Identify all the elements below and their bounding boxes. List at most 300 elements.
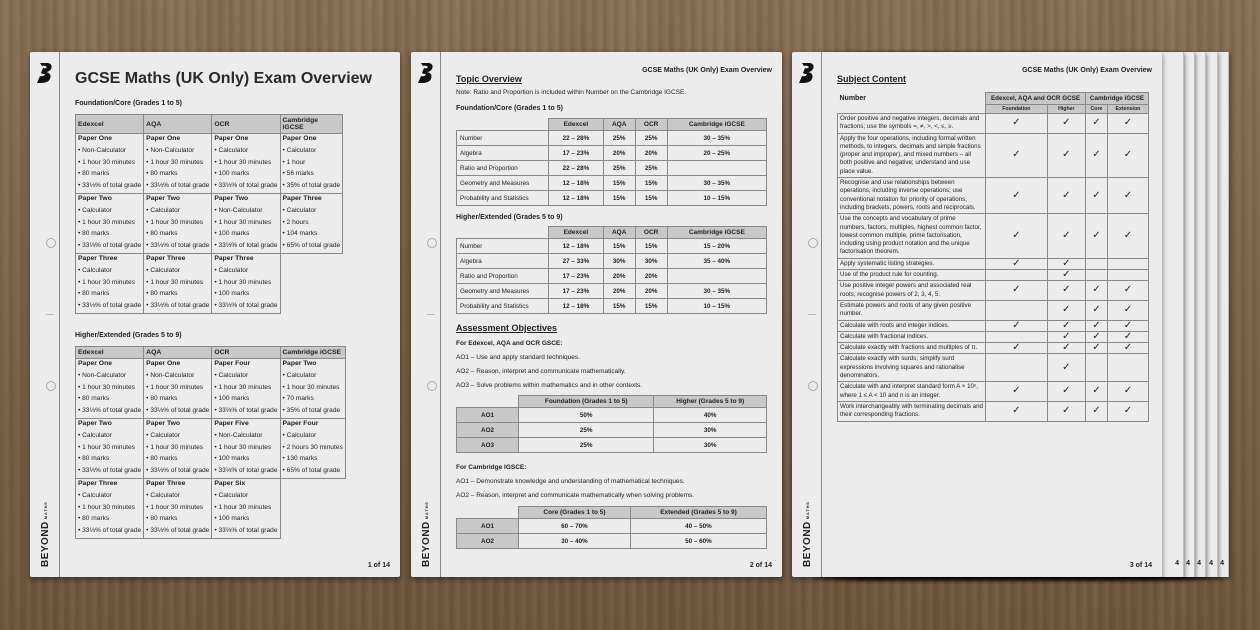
paper-detail: • 1 hour 30 minutes [214,382,277,394]
table-row [457,299,767,314]
fold-mark [46,314,54,315]
paper-detail: • 80 marks [146,513,209,525]
topic-weight: 15% [635,176,667,191]
paper-detail: • Calculator [283,430,343,442]
topic-weight [667,161,766,176]
check-icon: ✓ [1086,401,1108,421]
topic-weight: 15% [603,191,635,206]
blank-header [457,396,519,408]
paper-detail: • 100 marks [214,288,277,300]
paper-detail: • 2 hours [283,217,341,229]
paper-detail: • Calculator [146,205,209,217]
paper-cell [76,194,144,254]
empty-cell [986,270,1048,281]
column-header: Extended (Grades 5 to 9) [630,507,766,519]
paper-detail: • 80 marks [146,393,209,405]
check-icon: ✓ [1047,401,1085,421]
page-margin [792,52,822,577]
ao-weight: 40% [654,408,767,423]
paper-detail: • Non-Calculator [214,430,277,442]
binder-hole [427,238,437,248]
check-icon: ✓ [986,214,1048,258]
paper-detail: • 33⅓% of total grade [146,180,209,192]
column-header: Cambridge iGCSE [667,227,766,239]
blank-header [457,507,519,519]
brand-name: BEYOND [421,521,432,567]
paper-name: Paper Three [78,255,118,262]
paper-detail: • 33⅓% of total grade [214,240,277,252]
paper-cell [280,134,343,194]
check-icon: ✓ [1107,214,1148,258]
topic-weight: 12 – 18% [549,191,604,206]
paper-detail: • Calculator [283,145,341,157]
table-row [457,534,767,549]
topic-weight: 15% [603,299,635,314]
higher-heading: Higher/Extended (Grades 5 to 9) [456,214,563,221]
note-text: Note: Ratio and Proportion is included within Number on the Cambridge IGCSE. [456,89,687,96]
paper-detail: • 104 marks [283,228,341,240]
column-header: Cambridge iGCSE [280,115,343,134]
topic-weight [667,269,766,284]
table-row [457,438,767,453]
topic-weight: 22 – 28% [549,131,604,146]
paper-name: Paper One [146,135,181,142]
paper-detail: • 2 hours 30 minutes [283,442,343,454]
column-header: Cambridge iGCSE [280,347,345,359]
check-icon: ✓ [986,401,1048,421]
paper-cell [76,479,144,539]
topic-weight: 17 – 23% [549,146,604,161]
higher-heading: Higher/Extended (Grades 5 to 9) [75,332,182,339]
check-icon: ✓ [986,281,1048,301]
page-number-fragment: 4 [1175,560,1179,567]
ao-weight: 30% [654,423,767,438]
paper-name: Paper One [78,135,112,142]
column-header: OCR [635,119,667,131]
check-icon: ✓ [1086,382,1108,402]
check-icon: ✓ [1086,343,1108,354]
topic-weight: 22 – 28% [549,161,604,176]
paper-detail: • Calculator [214,490,277,502]
column-header: Edexcel [76,115,144,134]
check-icon: ✓ [1107,281,1148,301]
topic-label: Probability and Statistics [457,299,549,314]
topic-weight: 27 – 33% [549,254,604,269]
page-2 [411,52,782,577]
content-statement: Order positive and negative integers, decimals and fractions; use the symbols =, ≠, >, <, ≤, ≥. [838,114,986,134]
paper-detail: • 100 marks [214,513,277,525]
check-icon: ✓ [1107,178,1148,214]
topic-label: Number [457,131,549,146]
paper-detail: • Calculator [78,490,141,502]
topic-weight: 15% [603,176,635,191]
subject-content-title: Subject Content [837,74,906,84]
empty-cell [1086,354,1108,382]
check-icon: ✓ [1047,320,1085,331]
paper-detail: • 33⅓% of total grade [214,180,277,192]
table-row [838,178,1149,214]
paper-detail: • 1 hour 30 minutes [78,277,141,289]
topic-weight: 15% [603,239,635,254]
topic-weight: 17 – 23% [549,269,604,284]
paper-detail: • 80 marks [78,513,141,525]
binder-hole [808,381,818,391]
table-row [838,281,1149,301]
ao-line: AO1 – Use and apply standard techniques. [456,354,580,361]
paper-name: Paper Three [282,195,322,202]
binder-hole [808,238,818,248]
check-icon: ✓ [1047,178,1085,214]
table-row [457,519,767,534]
table-row [76,479,346,539]
topic-weight: 12 – 18% [549,299,604,314]
paper-cell [76,254,144,314]
higher-topic-table [456,226,767,314]
paper-detail: • 33⅓% of total grade [78,300,141,312]
topic-weight: 15% [635,299,667,314]
paper-name: Paper Three [146,255,186,262]
gcse-ao-heading: For Edexcel, AQA and OCR GSCE: [456,340,563,347]
paper-name: Paper Five [214,420,249,427]
blank-header [457,119,549,131]
check-icon: ✓ [1086,114,1108,134]
topic-weight: 30 – 35% [667,284,766,299]
column-header: Edexcel [549,119,604,131]
paper-detail: • 1 hour 30 minutes [78,157,141,169]
check-icon: ✓ [986,133,1048,177]
binder-hole [46,381,56,391]
topic-weight: 30 – 35% [667,131,766,146]
check-icon: ✓ [1047,354,1085,382]
paper-detail: • 70 marks [283,393,343,405]
table-row [457,423,767,438]
check-icon: ✓ [1107,300,1148,320]
paper-cell [76,134,144,194]
paper-detail: • 33⅓% of total grade [78,240,141,252]
paper-detail: • 1 hour 30 minutes [214,442,277,454]
paper-detail: • Non-Calculator [214,205,277,217]
paper-name: Paper Two [78,420,112,427]
blank-header [457,227,549,239]
content-statement: Calculate with fractional indices. [838,331,986,342]
content-statement: Use of the product rule for counting. [838,270,986,281]
foundation-heading: Foundation/Core (Grades 1 to 5) [456,105,563,112]
paper-cell [280,194,343,254]
ao-label: AO3 [457,438,519,453]
ao-line: AO2 – Reason, interpret and communicate mathematically. [456,368,626,375]
paper-detail: • 33⅓% of total grade [146,465,209,477]
running-header: GCSE Maths (UK Only) Exam Overview [1022,67,1152,74]
page-number-fragment: 4 [1209,560,1213,567]
topic-weight: 15% [635,239,667,254]
header-row [457,119,767,131]
content-statement: Use positive integer powers and associated real roots, recognise powers of 2, 3, 4, 5. [838,281,986,301]
assessment-objectives-title: Assessment Objectives [456,323,558,333]
subject-content-table [837,92,1149,422]
topic-weight: 35 – 40% [667,254,766,269]
check-icon: ✓ [1107,343,1148,354]
header-row [76,347,346,359]
brand-sub: MATHS [42,501,48,520]
check-icon: ✓ [986,258,1048,269]
column-header: OCR [635,227,667,239]
paper-name: Paper Two [146,420,181,427]
empty-cell [986,331,1048,342]
topic-weight: 12 – 18% [549,239,604,254]
check-icon: ✓ [1047,281,1085,301]
paper-detail: • Calculator [214,370,277,382]
table-row [457,176,767,191]
topic-weight: 30 – 35% [667,176,766,191]
paper-detail: • 80 marks [78,288,141,300]
paper-cell [144,419,212,479]
paper-detail: • 80 marks [146,453,209,465]
table-row [76,254,343,314]
paper-name: Paper Two [282,360,317,367]
check-icon: ✓ [986,320,1048,331]
topic-weight: 25% [635,161,667,176]
empty-cell [1107,270,1148,281]
paper-name: Paper One [146,360,181,367]
paper-detail: • 1 hour 30 minutes [78,217,141,229]
empty-cell [1086,270,1108,281]
paper-detail: • 1 hour 30 minutes [214,217,277,229]
table-row [838,354,1149,382]
paper-detail: • 1 hour 30 minutes [214,502,277,514]
foundation-papers-table [75,114,343,314]
table-row [838,382,1149,402]
content-statement: Apply systematic listing strategies. [838,258,986,269]
check-icon: ✓ [986,343,1048,354]
page-number: 3 of 14 [1129,562,1152,569]
paper-cell [144,254,212,314]
check-icon: ✓ [1107,382,1148,402]
check-icon: ✓ [986,178,1048,214]
paper-detail: • 80 marks [146,168,209,180]
empty-cell [280,254,343,314]
paper-detail: • 33⅓% of total grade [78,525,141,537]
paper-detail: • 130 marks [283,453,343,465]
paper-detail: • 1 hour 30 minutes [146,382,209,394]
brand-sub: MATHS [804,501,810,520]
table-row [457,254,767,269]
content-statement: Calculate exactly with fractions and multiples of π. [838,343,986,354]
table-row [457,146,767,161]
ao-label: AO1 [457,519,519,534]
page-margin [411,52,441,577]
paper-detail: • 1 hour 30 minutes [283,382,343,394]
table-row [838,331,1149,342]
paper-detail: • 65% of total grade [283,465,343,477]
brand-wordmark [802,501,813,567]
table-row [457,191,767,206]
topic-weight: 20% [603,269,635,284]
check-icon: ✓ [1047,382,1085,402]
check-icon: ✓ [1047,331,1085,342]
topic-weight: 25% [603,161,635,176]
group-header: Edexcel, AQA and OCR GCSE [986,93,1086,105]
paper-detail: • 100 marks [214,168,277,180]
topic-label: Geometry and Measures [457,284,549,299]
paper-detail: • Non-Calculator [78,370,141,382]
check-icon: ✓ [1086,133,1108,177]
table-row [838,401,1149,421]
check-icon: ✓ [1086,300,1108,320]
topic-weight: 30% [635,254,667,269]
paper-detail: • Calculator [146,265,209,277]
check-icon: ✓ [1107,401,1148,421]
check-icon: ✓ [1086,320,1108,331]
check-icon: ✓ [1047,114,1085,134]
paper-detail: • Calculator [214,145,277,157]
paper-cell [212,359,280,419]
paper-cell [280,359,345,419]
paper-cell [144,479,212,539]
page-number: 2 of 14 [749,562,772,569]
column-header: Higher (Grades 5 to 9) [654,396,767,408]
page-number-fragment: 4 [1197,560,1201,567]
topic-weight: 12 – 18% [549,176,604,191]
table-row [838,270,1149,281]
sub-header: Higher [1047,105,1085,114]
page-number-fragment: 4 [1186,560,1190,567]
paper-name: Paper Six [214,480,246,487]
topic-weight: 30% [603,254,635,269]
topic-label: Number [457,239,549,254]
ao-line: AO1 – Demonstrate knowledge and understanding of mathematical techniques. [456,478,685,485]
group-header-row [838,93,1149,105]
paper-cell [212,134,280,194]
paper-detail: • 1 hour 30 minutes [214,157,277,169]
ao-weight: 25% [519,423,654,438]
beyond-logo-icon [417,62,435,84]
topic-weight: 20% [635,146,667,161]
content-statement: Use the concepts and vocabulary of prime numbers, factors, multiples, highest common factor, lowest common multiple, prime factorisation, including using product notation and the unique factorisation theorem. [838,214,986,258]
topic-weight: 20% [635,269,667,284]
beyond-logo-icon [798,62,816,84]
paper-detail: • Calculator [146,490,209,502]
paper-name: Paper Two [78,195,112,202]
paper-detail: • Calculator [146,430,209,442]
paper-name: Paper One [78,360,112,367]
paper-detail: • 33⅓% of total grade [214,525,277,537]
paper-detail: • 65% of total grade [283,240,341,252]
brand-sub: MATHS [423,501,429,520]
foundation-heading: Foundation/Core (Grades 1 to 5) [75,100,182,107]
paper-detail: • 80 marks [78,228,141,240]
check-icon: ✓ [986,382,1048,402]
check-icon: ✓ [1047,133,1085,177]
paper-cell [144,194,212,254]
paper-cell [212,194,280,254]
table-row [76,359,346,419]
paper-detail: • 35% of total grade [283,405,343,417]
paper-detail: • Non-Calculator [146,370,209,382]
column-header: OCR [212,115,280,134]
ao-label: AO2 [457,534,519,549]
topic-heading: Number [839,94,866,102]
ao-line: AO2 – Reason, interpret and communicate mathematically when solving problems. [456,492,695,499]
paper-cell [76,419,144,479]
paper-cell [280,419,345,479]
column-header: Edexcel [76,347,144,359]
topic-weight: 25% [635,131,667,146]
ao-weight: 40 – 50% [630,519,766,534]
paper-detail: • 1 hour 30 minutes [146,502,209,514]
paper-detail: • Non-Calculator [146,145,209,157]
ao-weight: 50 – 60% [630,534,766,549]
beyond-logo-icon [36,62,54,84]
content-statement: Calculate exactly with surds; simplify surd expressions involving squares and rationalise denominators. [838,354,986,382]
paper-name: Paper Three [78,480,118,487]
page-margin [30,52,60,577]
paper-detail: • 80 marks [78,393,141,405]
empty-cell [1086,258,1108,269]
table-row [838,320,1149,331]
paper-detail: • 33⅓% of total grade [146,525,209,537]
check-icon: ✓ [986,114,1048,134]
table-row [457,284,767,299]
paper-cell [144,134,212,194]
paper-detail: • 80 marks [146,288,209,300]
paper-detail: • Non-Calculator [78,145,141,157]
paper-detail: • 1 hour 30 minutes [78,502,141,514]
table-row [838,133,1149,177]
check-icon: ✓ [1047,270,1085,281]
binder-hole [46,238,56,248]
paper-detail: • 100 marks [214,453,277,465]
column-header: AQA [603,227,635,239]
check-icon: ✓ [1086,281,1108,301]
paper-cell [212,479,280,539]
column-header: Foundation (Grades 1 to 5) [519,396,654,408]
check-icon: ✓ [1107,133,1148,177]
binder-hole [427,381,437,391]
topic-weight: 10 – 15% [667,299,766,314]
page-number: 1 of 14 [367,562,390,569]
check-icon: ✓ [1107,114,1148,134]
header-row [457,227,767,239]
content-statement: Calculate with roots and integer indices. [838,320,986,331]
paper-name: Paper Three [214,255,254,262]
column-header: Core (Grades 1 to 5) [519,507,631,519]
content-statement: Calculate with and interpret standard form A × 10ⁿ, where 1 ≤ A < 10 and n is an integer. [838,382,986,402]
brand-name: BEYOND [40,521,51,567]
column-header: Cambridge iGCSE [667,119,766,131]
topic-label: Ratio and Proportion [457,269,549,284]
paper-detail: • 1 hour 30 minutes [146,442,209,454]
paper-detail: • Calculator [78,265,141,277]
table-row [76,134,343,194]
ao-weight: 30% [654,438,767,453]
paper-name: Paper One [214,135,249,142]
topic-weight: 17 – 23% [549,284,604,299]
paper-detail: • 1 hour 30 minutes [146,277,209,289]
check-icon: ✓ [1047,258,1085,269]
content-statement: Estimate powers and roots of any given positive number. [838,300,986,320]
higher-papers-table [75,346,346,539]
empty-cell [986,354,1048,382]
topic-weight: 25% [603,131,635,146]
ao-weight: 25% [519,438,654,453]
topic-weight: 15 – 20% [667,239,766,254]
paper-detail: • 33⅓% of total grade [146,300,209,312]
paper-detail: • Calculator [283,370,343,382]
check-icon: ✓ [1047,343,1085,354]
paper-detail: • 100 marks [214,393,277,405]
gcse-ao-table [456,395,767,453]
page-1 [30,52,400,577]
